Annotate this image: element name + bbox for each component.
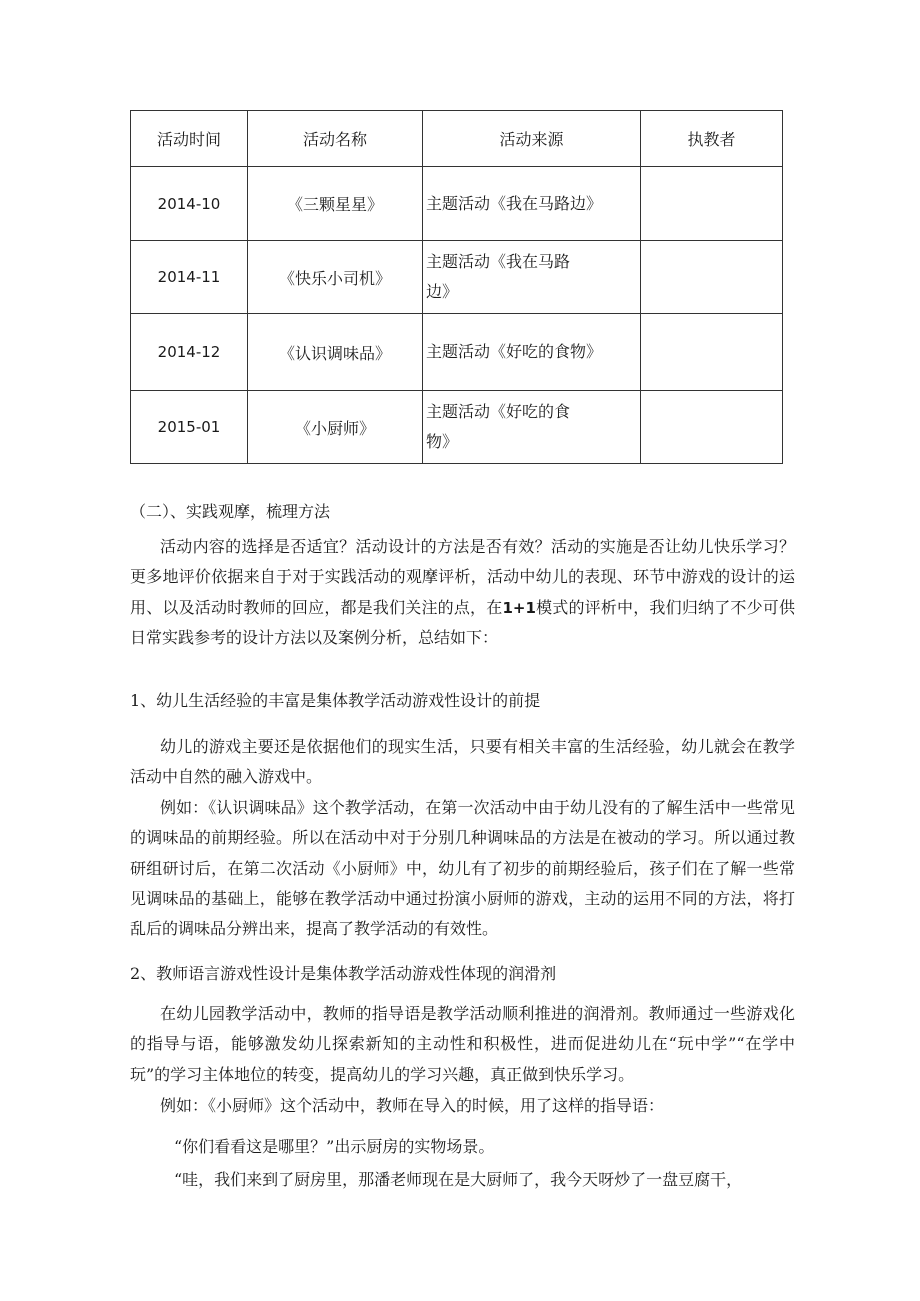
cell-teacher [641,241,783,314]
table-header-row [131,111,783,167]
quote-1: “你们看看这是哪里？”出示厨房的实物场景。 [174,1137,495,1156]
point-1-heading: 1、幼儿生活经验的丰富是集体教学活动游戏性设计的前提 [130,691,541,710]
point-1-paragraph-1: 幼儿的游戏主要还是依据他们的现实生活，只要有相关丰富的生活经验，幼儿就会在教学活动中自然的融入游戏中。 [130,737,795,787]
cell-activity-name: 《小厨师》 [248,391,423,464]
cell-date: 2014-10 [131,167,248,241]
cell-teacher [641,167,783,241]
cell-source [423,241,641,314]
section-intro-paragraph [130,532,795,653]
activity-schedule-table [130,110,783,464]
cell-date: 2014-12 [131,314,248,391]
point-2-heading: 2、教师语言游戏性设计是集体教学活动游戏性体现的润滑剂 [130,964,557,983]
cell-source: 主题活动《好吃的食物》 [423,314,641,391]
cell-activity-name: 《三颗星星》 [248,167,423,241]
section-heading: （二）、实践观摩，梳理方法 [130,502,331,521]
table-row [131,167,783,241]
header-time: 活动时间 [131,111,248,167]
cell-source [423,391,641,464]
cell-source-text: 主题活动《我在马路边》 [426,252,571,301]
cell-source-text: 主题活动《好吃的食物》 [426,402,571,451]
cell-date: 2014-11 [131,241,248,314]
point-2-paragraph-1: 在幼儿园教学活动中，教师的指导语是教学活动顺利推进的润滑剂。教师通过一些游戏化的指导与语，能够激发幼儿探索新知的主动性和积极性，进而促进幼儿在“玩中学”“在学中玩”的学习主体地位的转变，提高幼儿的学习兴趣，真正做到快乐学习。 [130,1004,795,1084]
cell-source: 主题活动《我在马路边》 [423,167,641,241]
table-row [131,391,783,464]
quote-2: “哇，我们来到了厨房里，那潘老师现在是大厨师了，我今天呀炒了一盘豆腐干， [174,1170,743,1189]
cell-activity-name: 《认识调味品》 [248,314,423,391]
header-teacher: 执教者 [641,111,783,167]
cell-teacher [641,314,783,391]
point-1-paragraph-2: 例如：《认识调味品》这个教学活动，在第一次活动中由于幼儿没有的了解生活中一些常见的调味品的前期经验。所以在活动中对于分别几种调味品的方法是在被动的学习。所以通过教研组研讨后，在第二次活动《小厨师》中，幼儿有了初步的前期经验后，孩子们在了解一些常见调味品的基础上，能够在教学活动中通过扮演小厨师的游戏，主动的运用不同的方法，将打乱后的调味品分辨出来，提高了教学活动的有效性。 [130,798,795,939]
table-row [131,241,783,314]
intro-text-1: 活动内容的选择是否适宜？活动设计的方法是否有效？活动的实施是否让幼儿快乐学习？更多地评价依据来自于对于实践活动的观摩评析，活动中幼儿的表现、环节中游戏的设计的运用、以及活动时教师的回应，都是我们关注的点，在 [130,537,795,617]
table-row [131,314,783,391]
header-name: 活动名称 [248,111,423,167]
cell-teacher [641,391,783,464]
intro-bold-model: 1+1 [502,598,536,617]
intro-text-2: 模式的评析中，我们归纳了不少可供日常实践参考的设计方法以及案例分析，总结如下： [130,597,795,647]
header-source: 活动来源 [423,111,641,167]
point-2-paragraph-2: 例如：《小厨师》这个活动中，教师在导入的时候，用了这样的指导语： [160,1096,665,1115]
cell-date: 2015-01 [131,391,248,464]
cell-activity-name: 《快乐小司机》 [248,241,423,314]
